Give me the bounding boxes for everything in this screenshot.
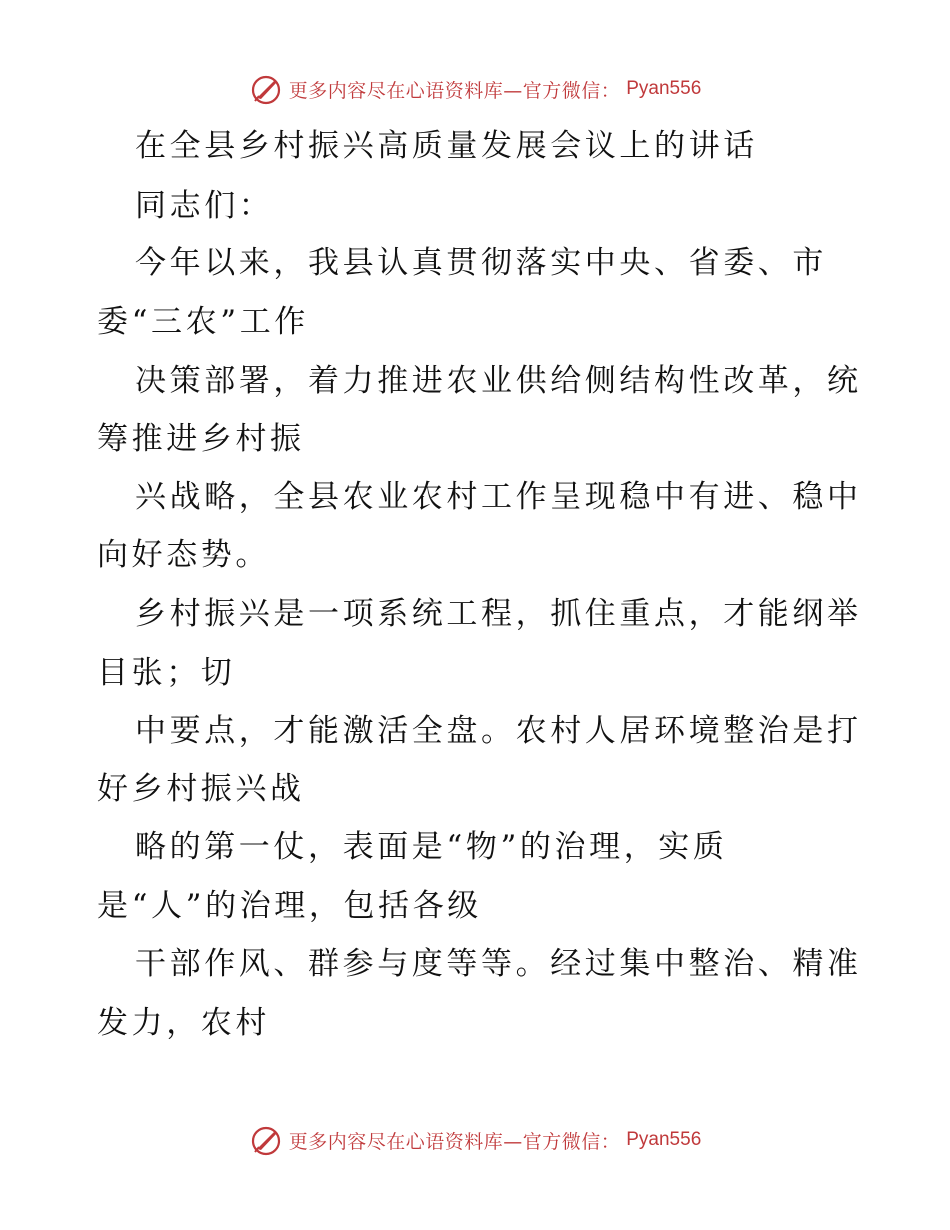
watermark-footer [0,1122,950,1158]
salutation: 同志们： [135,188,274,224]
paragraph-line: 略的第一仗，表面是“物”的治理，实质 [135,829,728,865]
paragraph-line: 好乡村振兴战 [97,771,305,807]
paragraph-line: 是“人”的治理，包括各级 [97,888,482,924]
paragraph-line: 委“三农”工作 [97,304,309,340]
paragraph-line: 目张；切 [97,655,236,691]
watermark-text: 更多内容尽在心语资料库—官方微信： [288,1130,621,1153]
paragraph-line: 干部作风、群参与度等等。经过集中整治、精准 [135,946,862,982]
paragraph-line: 向好态势。 [97,537,270,573]
paragraph-line: 筹推进乡村振 [97,421,305,457]
quill-logo-icon [249,72,283,106]
watermark-header [0,71,950,107]
paragraph-line: 中要点，才能激活全盘。农村人居环境整治是打 [135,713,862,749]
quill-logo-icon [249,1123,283,1157]
paragraph-line: 发力，农村 [97,1005,270,1041]
document-title: 在全县乡村振兴高质量发展会议上的讲话 [135,128,758,164]
paragraph-line: 决策部署，着力推进农业供给侧结构性改革，统 [135,363,862,399]
paragraph-line: 今年以来，我县认真贯彻落实中央、省委、市 [135,245,827,281]
watermark-text: 更多内容尽在心语资料库—官方微信： [288,79,621,102]
watermark-id: Pyan556 [626,78,702,99]
paragraph-line: 兴战略，全县农业农村工作呈现稳中有进、稳中 [135,479,862,515]
watermark-id: Pyan556 [626,1129,702,1150]
paragraph-line: 乡村振兴是一项系统工程，抓住重点，才能纲举 [135,596,862,632]
